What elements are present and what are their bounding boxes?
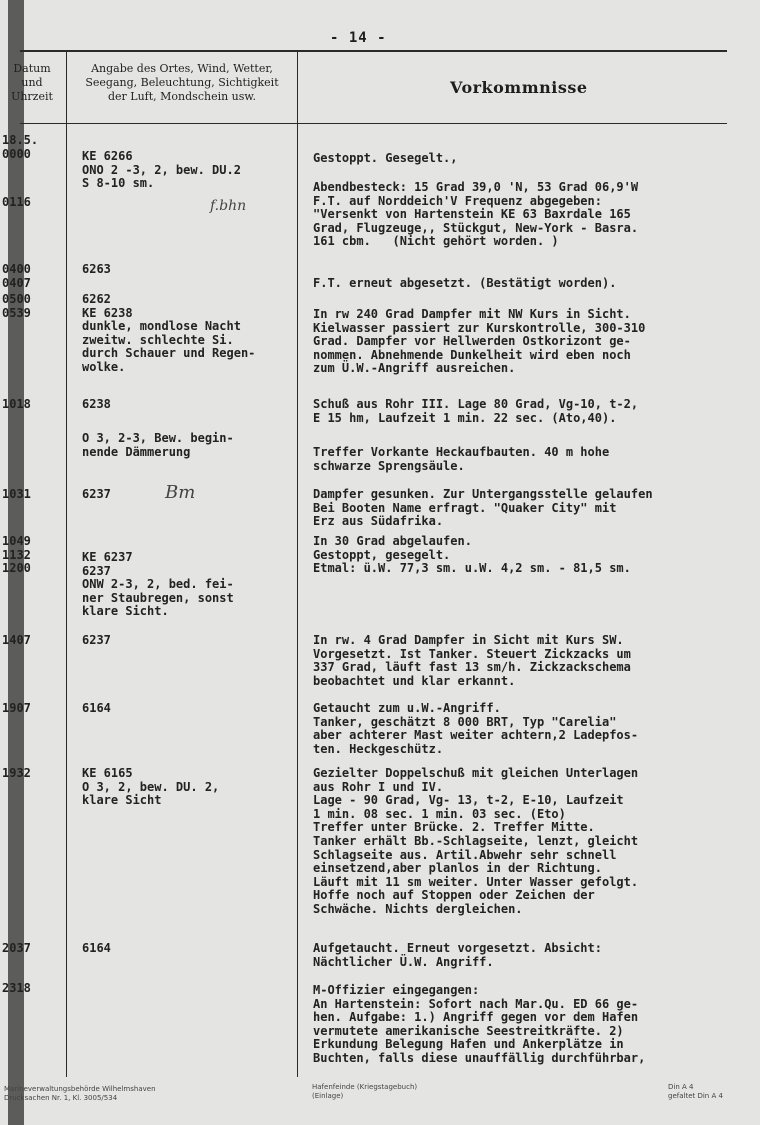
row-event: In rw 240 Grad Dampfer mit NW Kurs in Sicht. Kielwasser passiert zur Kurskontrolle, 300-310 Grad. Dampfer vor Hellwerden Ostkorizont ge- nommen. Abnehmende Dunkelheit wird eben noch zum Ü.W.-Angriff ausreichen.: [313, 307, 646, 376]
row-position: 6164: [82, 701, 111, 715]
handwritten-mark: Bm: [165, 482, 196, 503]
row-time: 18.5. 0000: [2, 133, 39, 161]
row-time: 1031: [2, 487, 31, 501]
footer-left: Marineverwaltungsbehörde Wilhelmshaven Drucksachen Nr. 1, Kl. 3005/534: [4, 1085, 156, 1102]
header-position: Angabe des Ortes, Wind, Wetter, Seegang, Beleuchtung, Sichtigkeit der Luft, Mondschein usw.: [85, 62, 279, 103]
row-event: In rw. 4 Grad Dampfer in Sicht mit Kurs SW. Vorgesetzt. Ist Tanker. Steuert Zickzacks um 337 Grad, läuft fast 13 sm/h. Zickzackschema beobachtet und klar erkannt.: [313, 633, 631, 688]
row-time: 0116: [2, 195, 31, 209]
row-event: Getaucht zum u.W.-Angriff. Tanker, geschätzt 8 000 BRT, Typ "Carelia" aber achterer Mast weiter achtern,2 Ladepfos- ten. Heckgeschütz.: [313, 701, 639, 756]
row-event: Gezielter Doppelschuß mit gleichen Unterlagen aus Rohr I und IV. Lage - 90 Grad, Vg- 13, t-2, E-10, Laufzeit 1 min. 08 sec. 1 min. 03 sec. (Eto) Treffer unter Brücke. 2. Treffer Mitte. Tanker erhält Bb.-Schlagseite, lenzt, gleicht Schlagseite aus. Artil.Abwehr sehr schnell einsetzend,aber planlos in der Richtung. Läuft mit 11 sm weiter. Unter Wasser gefolgt. Hoffe noch auf Stoppen oder Zeichen der Schwäche. Nichts dergleichen.: [313, 766, 639, 916]
row-time: 0500 0539: [2, 292, 31, 320]
row-position: O 3, 2-3, Bew. begin- nende Dämmerung: [82, 431, 234, 459]
row-time: 2318: [2, 981, 31, 995]
row-event: M-Offizier eingegangen: An Hartenstein: Sofort nach Mar.Qu. ED 66 ge- hen. Aufgabe: 1.) Angriff gegen vor dem Hafen vermutete amerikanische Seestreitkräfte. 2) Erkundung Belegung Hafen und Ankerplätze in Buchten, falls diese unauffällig durchführbar,: [313, 983, 646, 1065]
row-position: 6262 KE 6238 dunkle, mondlose Nacht zweitw. schlechte Si. durch Schauer und Regen- wolke.: [82, 292, 256, 374]
row-time: 0400 0407: [2, 262, 31, 290]
column-divider-1: [66, 52, 67, 1077]
column-divider-2: [297, 52, 298, 1077]
footer-center: Hafenfeinde (Kriegstagebuch) (Einlage): [312, 1083, 418, 1100]
row-time: 2037: [2, 941, 31, 955]
table-top-rule: [20, 50, 727, 52]
row-event: F.T. erneut abgesetzt. (Bestätigt worden).: [313, 276, 617, 290]
row-position: KE 6266 ONO 2 -3, 2, bew. DU.2 S 8-10 sm.: [82, 149, 241, 191]
footer-right: Din A 4 gefaltet Din A 4: [668, 1083, 723, 1100]
row-position: KE 6237 6237 ONW 2-3, 2, bed. fei- ner Staubregen, sonst klare Sicht.: [82, 550, 234, 619]
row-position: KE 6165 O 3, 2, bew. DU. 2, klare Sicht: [82, 766, 220, 808]
row-position: 6237: [82, 487, 111, 501]
header-bottom-rule: [20, 123, 727, 124]
row-time: 1932: [2, 766, 31, 780]
row-event: Abendbesteck: 15 Grad 39,0 'N, 53 Grad 06,9'W F.T. auf Norddeich'V Frequenz abgegeben: "Versenkt von Hartenstein KE 63 Baxrdale 165 Grad, Flugzeuge,, Stückgut, New-York - Basra. 161 cbm. (Nicht gehört worden. ): [313, 180, 639, 249]
header-events: Vorkommnisse: [450, 78, 588, 97]
row-time: 1407: [2, 633, 31, 647]
row-time: 1907: [2, 701, 31, 715]
row-position: 6237: [82, 633, 111, 647]
row-event: Treffer Vorkante Heckaufbauten. 40 m hohe schwarze Sprengsäule.: [313, 445, 610, 473]
header-time: Datum und Uhrzeit: [11, 62, 53, 103]
row-time: 1018: [2, 397, 31, 411]
row-event: Gestoppt. Gesegelt.,: [313, 151, 458, 165]
handwritten-mark: f.bhn: [210, 198, 247, 214]
row-event: Dampfer gesunken. Zur Untergangsstelle gelaufen Bei Booten Name erfragt. "Quaker City" mit Erz aus Südafrika.: [313, 487, 653, 529]
page-number: - 14 -: [330, 30, 387, 46]
row-position: 6164: [82, 941, 111, 955]
row-position: 6238: [82, 397, 111, 411]
row-event: Aufgetaucht. Erneut vorgesetzt. Absicht: Nächtlicher Ü.W. Angriff.: [313, 941, 602, 969]
row-position: 6263: [82, 262, 111, 276]
row-event: Schuß aus Rohr III. Lage 80 Grad, Vg-10, t-2, E 15 hm, Laufzeit 1 min. 22 sec. (Ato,40).: [313, 397, 639, 425]
row-time: 1049 1132 1200: [2, 534, 31, 576]
row-event: In 30 Grad abgelaufen. Gestoppt, gesegelt. Etmal: ü.W. 77,3 sm. u.W. 4,2 sm. - 81,5 sm.: [313, 534, 631, 576]
